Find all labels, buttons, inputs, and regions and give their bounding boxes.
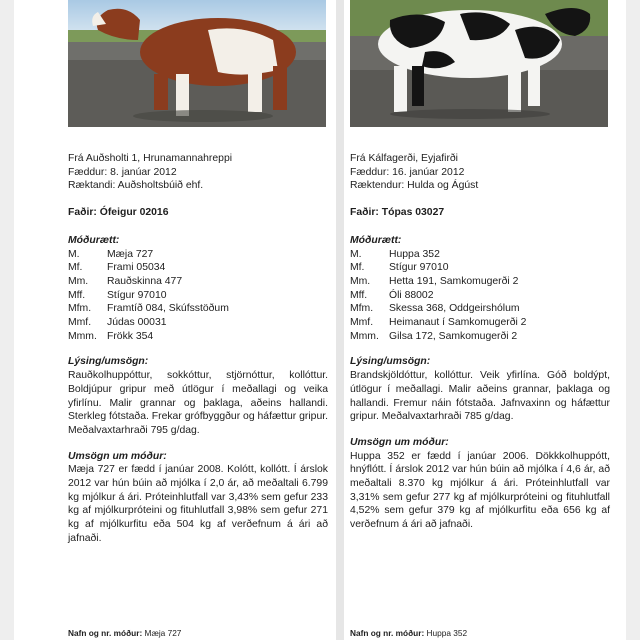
origin-line: Frá Kálfagerði, Eyjafirði <box>350 153 458 164</box>
description-text: Rauðkolhuppóttur, sokkóttur, stjörnóttur, kollóttur. Boldjúpur gripur með útlögur í meðallagi og veika yfirlínu. Malir grannar og þaklaga, aðeins hallandi. Sterkleg fótstaða. Frekar grófbyggður og háfættur gripur. Meðalvaxtarhraði 795 g/dag. <box>68 370 328 436</box>
lineage-value: Huppa 352 <box>389 248 440 260</box>
maternal-lineage <box>68 234 328 344</box>
footer-label: Nafn og nr. móður: <box>68 628 143 638</box>
birth-date: Fæddur: 16. janúar 2012 <box>350 166 465 178</box>
father-label: Faðir: <box>68 207 97 219</box>
lineage-key: Mmm. <box>68 330 97 342</box>
birth-date: Fæddur: 8. janúar 2012 <box>68 166 177 178</box>
breeder-line: Ræktandi: Auðsholtsbúið ehf. <box>68 180 204 192</box>
mother-name-footer <box>68 628 181 638</box>
right-page-gutter <box>626 0 640 640</box>
lineage-key: M. <box>68 248 80 260</box>
lineage-value: Heimanaut í Samkomugerði 2 <box>389 317 527 329</box>
left-page-gutter <box>0 0 14 640</box>
father-name: Ófeigur 02016 <box>99 207 169 219</box>
lineage-key: Mmf. <box>350 317 374 329</box>
lineage-value: Frami 05034 <box>107 262 166 274</box>
lineage-value: Skessa 368, Oddgeirshólum <box>389 303 520 315</box>
father-label: Faðir: <box>350 207 379 219</box>
lineage-value: Framtíð 084, Skúfsstöðum <box>107 303 229 315</box>
lineage-value: Rauðskinna 477 <box>107 275 183 287</box>
lineage-value: Stígur 97010 <box>389 262 449 274</box>
left-bull-entry <box>68 0 328 546</box>
lineage-value: Hetta 191, Samkomugerði 2 <box>389 275 519 287</box>
lineage-key: Mm. <box>68 275 89 287</box>
mother-review-text: Huppa 352 er fædd í janúar 2006. Dökkkolhuppótt, hnýflótt. Í árslok 2012 var hún búin að mjólka í 4,6 ár, að meðaltali 8.370 kg mjólkur á ári. Próteinhlutfall var 3,31% sem gefur 277 kg af mjólkurpróteini og fituhlutfall 4,52% sem gefur 379 kg af mjólkurfitu eða 656 kg af verðefnum á ári að jafnaði. <box>350 450 610 531</box>
lineage-key: Mf. <box>68 262 83 274</box>
lineage-key: Mff. <box>68 289 86 301</box>
mother-name-footer <box>350 628 467 638</box>
lineage-value: Stígur 97010 <box>107 289 167 301</box>
bull-photo-right <box>350 0 608 127</box>
center-page-gutter <box>336 0 344 640</box>
lineage-key: Mfm. <box>68 303 92 315</box>
lineage-key: Mm. <box>350 275 371 287</box>
maternal-title: Móðurætt: <box>68 234 120 246</box>
lineage-key: Mmf. <box>68 317 92 329</box>
footer-label: Nafn og nr. móður: <box>350 628 425 638</box>
mother-review-title: Umsögn um móður: <box>68 450 167 462</box>
maternal-title: Móðurætt: <box>350 234 402 246</box>
mother-review-text: Mæja 727 er fædd í janúar 2008. Kolótt, kollótt. Í árslok 2012 var hún búin að mjólka í 2,0 ár, að meðaltali 6.799 kg mjólkur á ári. Próteinhlutfall var 3,43% sem gefur 233 kg af mjólkurpróteini og fituhlutfall 3,98% sem gefur 271 kg af mjólkurfitu eða 504 kg af verðefnum á ári að jafnaði. <box>68 464 328 544</box>
bull-photo-left <box>68 0 326 127</box>
description-title: Lýsing/umsögn: <box>68 356 149 368</box>
lineage-key: Mmm. <box>350 330 379 342</box>
mother-review-title: Umsögn um móður: <box>350 436 449 448</box>
lineage-value: Frökk 354 <box>107 330 154 342</box>
lineage-key: M. <box>350 248 362 260</box>
footer-value: Huppa 352 <box>426 628 468 638</box>
footer-value: Mæja 727 <box>144 628 182 638</box>
father-name: Tópas 03027 <box>381 207 445 219</box>
description-text: Brandskjöldóttur, kollóttur. Veik yfirlína. Góð boldýpt, útlögur í meðallagi. Malir aðeins grannar, þaklaga og hallandi. Fremur náin fótstaða. Jafnvaxinn og háfættur gripur. Meðalvaxtarhraði 785 g/dag. <box>350 370 610 423</box>
lineage-key: Mfm. <box>350 303 374 315</box>
lineage-key: Mf. <box>350 262 365 274</box>
right-bull-entry <box>350 0 610 532</box>
maternal-lineage <box>350 234 610 344</box>
lineage-value: Mæja 727 <box>107 248 154 260</box>
lineage-value: Óli 88002 <box>389 289 434 301</box>
father-line <box>68 206 328 220</box>
lineage-key: Mff. <box>350 289 368 301</box>
lineage-value: Gilsa 172, Samkomugerði 2 <box>389 330 518 342</box>
breeder-line: Ræktendur: Hulda og Ágúst <box>350 180 479 192</box>
description-title: Lýsing/umsögn: <box>350 356 431 368</box>
lineage-value: Júdas 00031 <box>107 317 167 329</box>
origin-line: Frá Auðsholti 1, Hrunamannahreppi <box>68 153 233 164</box>
father-line <box>350 206 610 220</box>
